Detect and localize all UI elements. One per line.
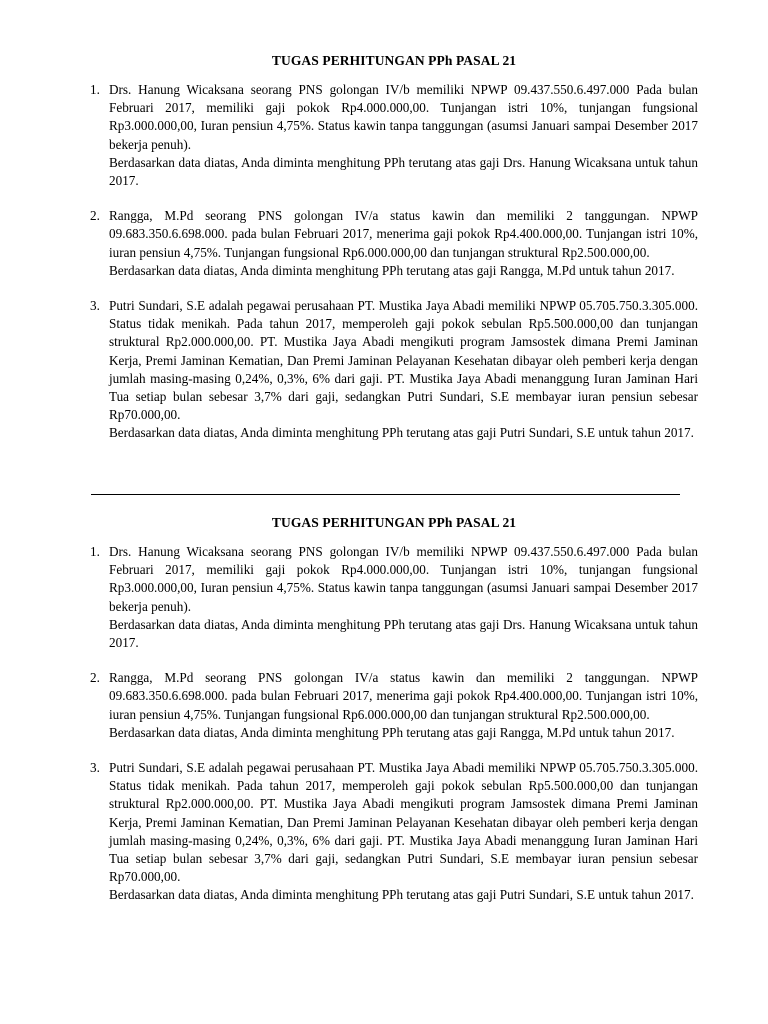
item-text: Drs. Hanung Wicaksana seorang PNS golongan IV/b memiliki NPWP 09.437.550.6.497.000 Pada bulan Februari 2017, memiliki gaji pokok Rp4.000.000,00. Tunjangan istri 10%, tunjangan fungsional Rp3.000.000,00, Iuran pensiun 4,75%. Status kawin tanpa tanggungan (asumsi Januari sampai Desember 2017 bekerja penuh). [109,544,698,614]
item-number: 3. [90,298,100,314]
item-question: Berdasarkan data diatas, Anda diminta menghitung PPh terutang atas gaji Drs. Hanung Wicaksana untuk tahun 2017. [109,616,698,651]
item-text: Rangga, M.Pd seorang PNS golongan IV/a status kawin dan memiliki 2 tanggungan. NPWP 09.683.350.6.698.000. pada bulan Februari 2017, menerima gaji pokok Rp4.400.000,00. Tunjangan istri 10%, iuran pensiun 4,75%. Tunjangan fungsional Rp6.000.000,00 dan tunjangan struktural Rp2.500.000,00. [109,208,698,260]
item-number: 3. [90,760,100,776]
item-question: Berdasarkan data diatas, Anda diminta menghitung PPh terutang atas gaji Drs. Hanung Wicaksana untuk tahun 2017. [109,154,698,189]
list-item [90,669,698,742]
section-title: TUGAS PERHITUNGAN PPh PASAL 21 [271,53,517,68]
item-question: Berdasarkan data diatas, Anda diminta menghitung PPh terutang atas gaji Putri Sundari, S.E untuk tahun 2017. [109,425,694,441]
list-item [90,543,698,652]
section-title: TUGAS PERHITUNGAN PPh PASAL 21 [271,515,517,530]
item-text: Rangga, M.Pd seorang PNS golongan IV/a status kawin dan memiliki 2 tanggungan. NPWP 09.683.350.6.698.000. pada bulan Februari 2017, menerima gaji pokok Rp4.400.000,00. Tunjangan istri 10%, iuran pensiun 4,75%. Tunjangan fungsional Rp6.000.000,00 dan tunjangan struktural Rp2.500.000,00. [109,670,698,722]
assignment-section-2 [90,514,698,905]
item-number: 2. [90,208,100,224]
list-item [90,207,698,280]
section-divider [91,494,680,495]
list-item [90,81,698,190]
item-number: 2. [90,670,100,686]
item-question: Berdasarkan data diatas, Anda diminta menghitung PPh terutang atas gaji Putri Sundari, S.E untuk tahun 2017. [109,887,694,903]
item-question: Berdasarkan data diatas, Anda diminta menghitung PPh terutang atas gaji Rangga, M.Pd untuk tahun 2017. [109,262,675,278]
item-text: Drs. Hanung Wicaksana seorang PNS golongan IV/b memiliki NPWP 09.437.550.6.497.000 Pada bulan Februari 2017, memiliki gaji pokok Rp4.000.000,00. Tunjangan istri 10%, tunjangan fungsional Rp3.000.000,00, Iuran pensiun 4,75%. Status kawin tanpa tanggungan (asumsi Januari sampai Desember 2017 bekerja penuh). [109,82,698,152]
item-text: Putri Sundari, S.E adalah pegawai perusahaan PT. Mustika Jaya Abadi memiliki NPWP 05.705.750.3.305.000. Status tidak menikah. Pada tahun 2017, memperoleh gaji pokok sebulan Rp5.500.000,00 dan tunjangan struktural Rp2.000.000,00. PT. Mustika Jaya Abadi mengikuti program Jamsostek dimana Premi Jaminan Kerja, Premi Jaminan Kematian, Dan Premi Jaminan Pelayanan Kesehatan dibayar oleh pemberi kerja dengan jumlah masing-masing 0,24%, 0,3%, 6% dari gaji. PT. Mustika Jaya Abadi menanggung Iuran Jaminan Hari Tua setiap bulan sebesar 3,7% dari gaji, sedangkan Putri Sundari, S.E membayar iuran pensiun sebesar Rp70.000,00. [109,760,698,885]
assignment-section-1 [90,52,698,443]
list-item [90,297,698,443]
item-text: Putri Sundari, S.E adalah pegawai perusahaan PT. Mustika Jaya Abadi memiliki NPWP 05.705.750.3.305.000. Status tidak menikah. Pada tahun 2017, memperoleh gaji pokok sebulan Rp5.500.000,00 dan tunjangan struktural Rp2.000.000,00. PT. Mustika Jaya Abadi mengikuti program Jamsostek dimana Premi Jaminan Kerja, Premi Jaminan Kematian, Dan Premi Jaminan Pelayanan Kesehatan dibayar oleh pemberi kerja dengan jumlah masing-masing 0,24%, 0,3%, 6% dari gaji. PT. Mustika Jaya Abadi menanggung Iuran Jaminan Hari Tua setiap bulan sebesar 3,7% dari gaji, sedangkan Putri Sundari, S.E membayar iuran pensiun sebesar Rp70.000,00. [109,298,698,423]
item-number: 1. [90,82,100,97]
item-number: 1. [90,544,100,559]
item-question: Berdasarkan data diatas, Anda diminta menghitung PPh terutang atas gaji Rangga, M.Pd untuk tahun 2017. [109,724,675,740]
list-item [90,759,698,905]
